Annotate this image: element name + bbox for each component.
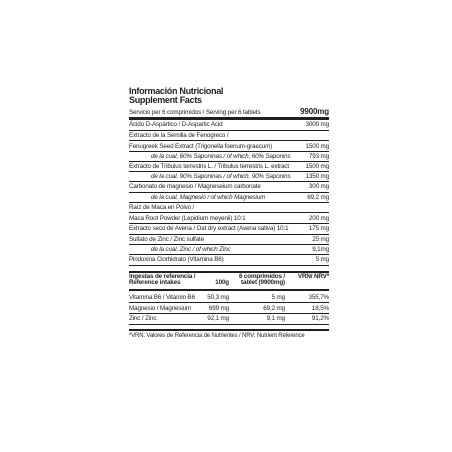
ingredient-amount: 25 mg — [312, 235, 329, 243]
reference-nrv: 355,7% — [289, 290, 329, 303]
reference-per-100g: 699 mg — [205, 303, 233, 314]
ingredient-name: Extracto de la Semilla de Fenogreco / — [129, 131, 229, 139]
ingredient-name: Fenugreek Seed Extract (Trigonella foenum-graecum) — [129, 142, 273, 150]
ingredient-name: Sulfato de Zinc / Zinc sulfate — [129, 235, 204, 243]
reference-header-name: Ingestas de referencia / Reference intakes — [129, 273, 205, 290]
ingredient-name: de la cual, 60% Saponinas / of which, 60% Saponins — [151, 152, 291, 160]
ingredient-amount: 793 mg — [308, 152, 329, 160]
ingredient-name: Piridoxina Clorhidrato (Vitamina B6) — [129, 256, 224, 264]
reference-table — [129, 273, 329, 325]
ingredient-name: de la cual, 90% Saponinas / of which, 90% Saponins — [151, 173, 291, 181]
ingredient-row — [129, 120, 329, 131]
ingredient-subrow — [129, 152, 329, 162]
reference-row — [129, 303, 329, 314]
ingredient-name: Carbonato de magnesio / Magneseium carbonate — [129, 183, 261, 191]
ingredient-subrow — [129, 193, 329, 203]
reference-nutrient: Zinc / Zinc — [129, 314, 205, 325]
ingredient-row — [129, 162, 329, 173]
ingredient-row — [129, 141, 329, 152]
ingredient-row — [129, 203, 329, 214]
ingredient-amount: 3000 mg — [305, 121, 329, 129]
serving-row — [129, 107, 329, 118]
reference-header-serving: 6 comprimidos / tablet (9900mg) — [233, 273, 289, 290]
ingredient-amount: 1500 mg — [305, 163, 329, 171]
ingredient-amount: 300 mg — [308, 183, 329, 191]
ingredient-amount: 5 mg — [315, 256, 329, 264]
ingredient-name: Extracto seco de Avena / Oat dry extract (Avena sativa) 10:1 — [129, 225, 289, 233]
ingredient-row — [129, 224, 329, 235]
reference-nrv: 91,2% — [289, 314, 329, 325]
reference-header — [129, 273, 329, 290]
ingredient-row — [129, 182, 329, 193]
reference-per-serving: 5 mg — [233, 290, 289, 303]
nutrition-label — [129, 87, 329, 340]
ingredient-name: de la cual, Magnesio / of which Magnesium — [151, 193, 266, 201]
title-english: Supplement Facts — [129, 95, 202, 105]
ingredient-row — [129, 235, 329, 246]
reference-nutrient: Vitamina B6 / Vitamin B6 — [129, 290, 205, 303]
ingredient-subrow — [129, 172, 329, 182]
ingredient-row — [129, 255, 329, 266]
title-spanish: Información Nutricional — [129, 86, 224, 96]
reference-per-serving: 9,1 mg — [233, 314, 289, 325]
reference-row — [129, 290, 329, 303]
ingredient-amount: 175 mg — [308, 225, 329, 233]
ingredient-name: Maca Root Powder (Lepidium meyenii) 10:1 — [129, 214, 246, 222]
ingredient-subrow — [129, 245, 329, 255]
serving-amount: 9900mg — [300, 107, 329, 116]
ingredient-amount: 1350 mg — [305, 173, 329, 181]
ingredient-name: Ácido D-Aspártico / D-Aspartic Acid — [129, 121, 223, 129]
reference-per-100g: 50,3 mg — [205, 290, 233, 303]
reference-header-nrv: VRN/ NRV* — [289, 273, 329, 290]
reference-nutrient: Magnesio / Magnesium — [129, 303, 205, 314]
ingredient-name: Extracto de Tribulus terrestris L. / Tribulus terrestris L. extract — [129, 163, 290, 171]
reference-header-100g: 100g — [205, 273, 233, 290]
reference-nrv: 18,5% — [289, 303, 329, 314]
reference-intakes — [129, 271, 329, 325]
ingredient-row — [129, 131, 329, 142]
reference-per-100g: 92,1 mg — [205, 314, 233, 325]
ingredient-row — [129, 213, 329, 224]
reference-per-serving: 69,2 mg — [233, 303, 289, 314]
ingredient-name: de la cual, Zinc / of which Zinc — [151, 245, 231, 253]
ingredients-table — [129, 118, 329, 265]
reference-row — [129, 314, 329, 325]
ingredient-amount: 200 mg — [308, 214, 329, 222]
footnote: *VRN: Valores de Referencia de Nutrientes / NRV: Nutrient Reference — [129, 329, 329, 340]
serving-label: Servicio per 6 comprimidos / Serving per 6 tablets — [129, 108, 261, 116]
ingredient-name: Raíz de Maca en Polvo / — [129, 203, 195, 211]
ingredient-amount: 9,1mg — [312, 245, 329, 253]
ingredient-amount: 1500 mg — [305, 142, 329, 150]
ingredient-amount: 69,2 mg — [307, 193, 329, 201]
